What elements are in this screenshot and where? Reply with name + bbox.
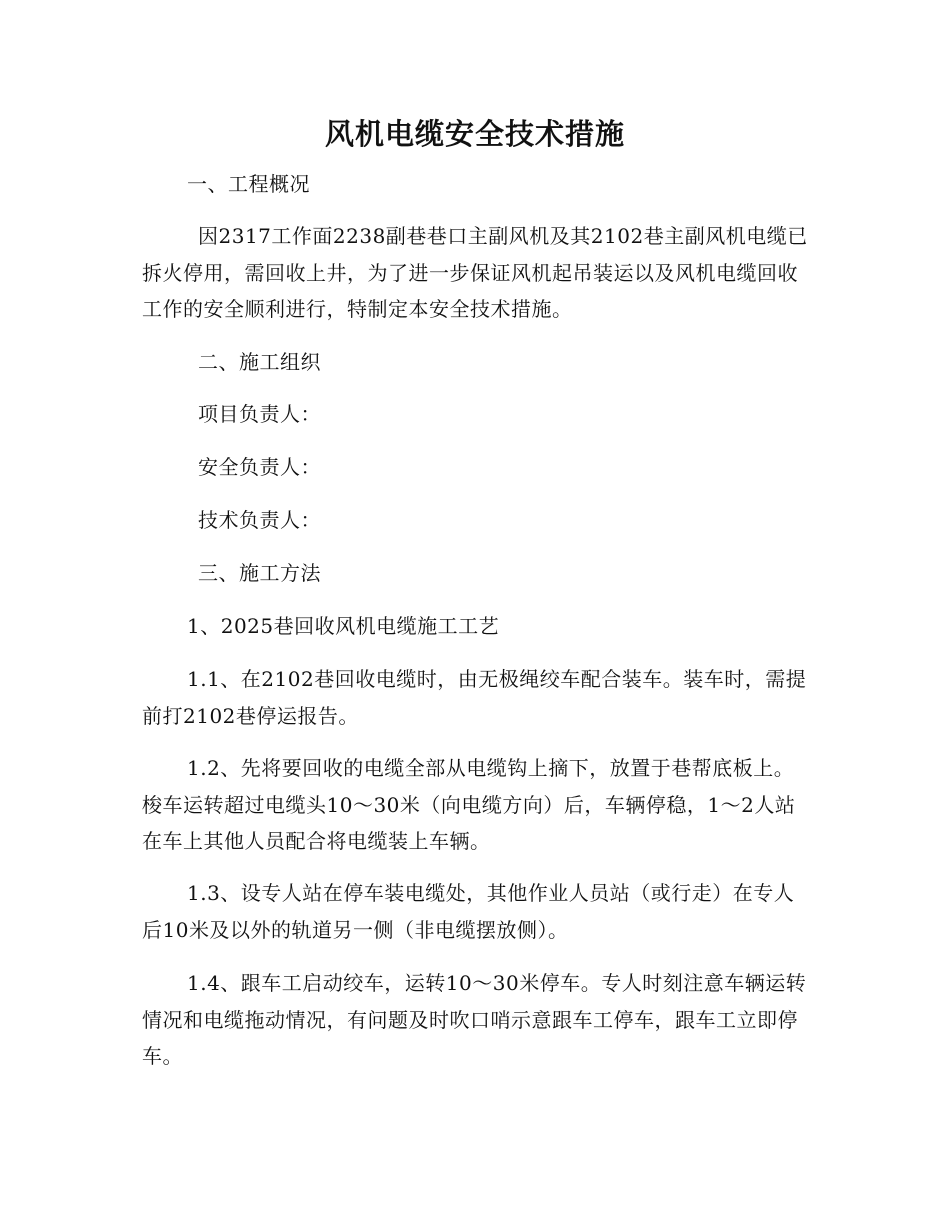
step-1-3: 1.3、设专人站在停车装电缆处，其他作业人员站（或行走）在专人后10米及以外的轨道另一侧（非电缆摆放侧）。 (142, 881, 795, 942)
section-heading-organization: 二、施工组织 (198, 350, 321, 374)
technical-leader-line: 技术负责人： (198, 508, 321, 532)
safety-leader-line: 安全负责人： (198, 455, 321, 479)
document-title: 风机电缆安全技术措施 (324, 117, 625, 151)
project-leader-line: 项目负责人： (198, 402, 321, 426)
step-1-4: 1.4、跟车工启动绞车，运转10～30米停车。专人时刻注意车辆运转情况和电缆拖动情况，有问题及时吹口哨示意跟车工停车，跟车工立即停车。 (142, 971, 807, 1068)
subsection-heading-2025: 1、2025巷回收风机电缆施工工艺 (187, 614, 500, 638)
section-heading-method: 三、施工方法 (198, 561, 321, 585)
paragraph-overview-body: 因2317工作面2238副巷巷口主副风机及其2102巷主副风机电缆已拆火停用，需回收上井，为了进一步保证风机起吊装运以及风机电缆回收工作的安全顺利进行，特制定本安全技术措施。 (142, 224, 808, 321)
step-1-2: 1.2、先将要回收的电缆全部从电缆钩上摘下，放置于巷帮底板上。梭车运转超过电缆头10～30米（向电缆方向）后，车辆停稳，1～2人站在车上其他人员配合将电缆装上车辆。 (142, 756, 796, 853)
section-heading-overview: 一、工程概况 (187, 172, 310, 196)
step-1-1: 1.1、在2102巷回收电缆时，由无极绳绞车配合装车。装车时，需提前打2102巷停运报告。 (142, 667, 807, 728)
